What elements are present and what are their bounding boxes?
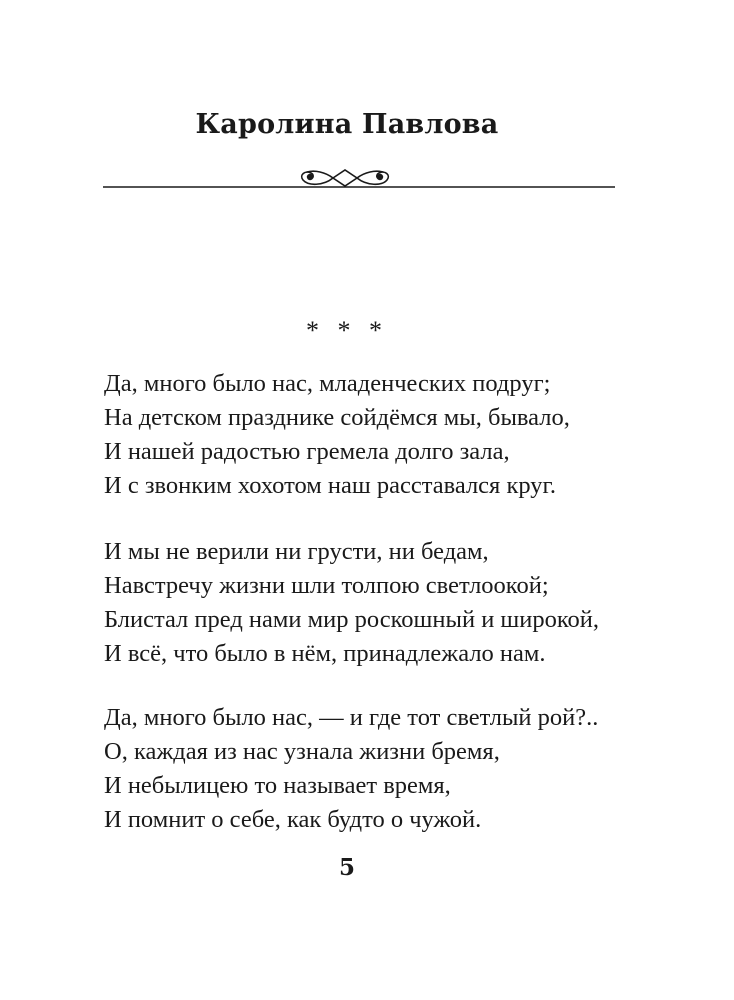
stanza-1 [104, 367, 570, 503]
author-name: Каролина Павлова [195, 109, 499, 140]
page-number: 5 [338, 854, 355, 881]
stanza-3 [104, 701, 598, 837]
poem-line: И с звонким хохотом наш расставался круг. [104, 472, 556, 499]
poem-line: И помнит о себе, как будто о чужой. [104, 806, 482, 833]
poem-line: О, каждая из нас узнала жизни бремя, [104, 738, 500, 765]
poem-line: Блистал пред нами мир роскошный и широкой, [104, 606, 600, 633]
poem-line: И небылицею то называет время, [104, 772, 451, 799]
poem-line: Да, много было нас, — и где тот светлый рой?.. [104, 704, 599, 731]
poem-line: И всё, что было в нём, принадлежало нам. [104, 640, 546, 667]
poem-line: Навстречу жизни шли толпою светлоокой; [104, 572, 549, 599]
poem-line: Да, много было нас, младенческих подруг; [104, 370, 551, 397]
poem-line: И мы не верили ни грусти, ни бедам, [104, 538, 489, 565]
section-asterism: * * * [306, 316, 388, 345]
stanza-2 [104, 535, 599, 671]
scroll-ornament-icon [103, 164, 615, 196]
poem-line: И нашей радостью гремела долго зала, [104, 438, 510, 465]
poem-line: На детском празднике сойдёмся мы, бывало, [104, 404, 570, 431]
